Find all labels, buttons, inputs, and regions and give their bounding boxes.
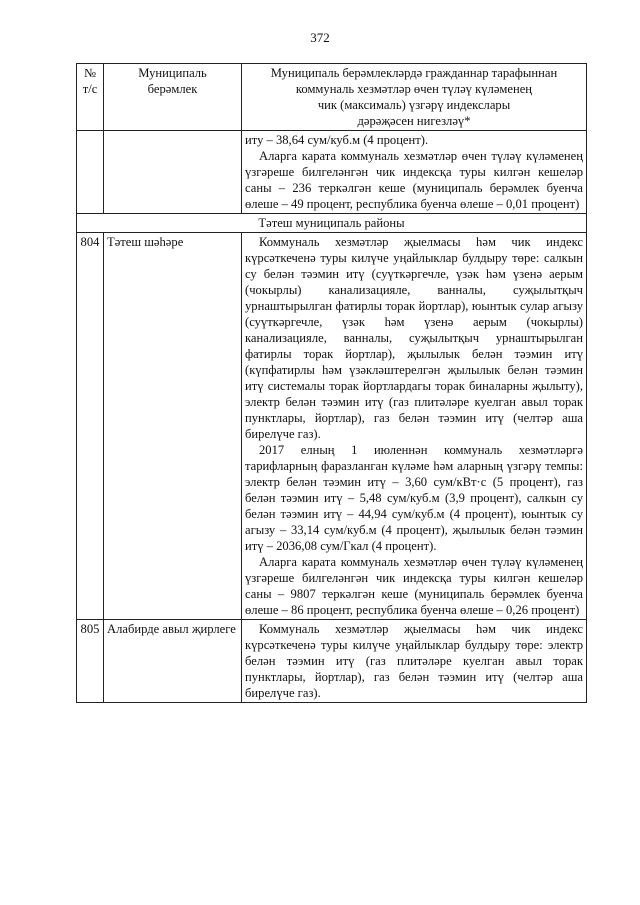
row-text-cell <box>242 233 587 620</box>
header-number-symbol: № <box>83 66 97 80</box>
row-number: 805 <box>77 620 104 703</box>
table-row <box>77 620 587 703</box>
continuation-number-cell <box>77 131 104 214</box>
row-paragraph: Коммуналь хезмәтләр җыелмасы һәм чик индекс күрсәткеченә туры килүче уңайлыклар булдыру төре: салкын су белән тәэмин итү (суүткәргечле, үзәк һәм үзенә аерым (чокырлы) канализацияле, ванналы, суҗылытқыч урнаштырылган фатирлы торак йортлар), юынтык сулар агызу (суүткәргечле, үзәк һәм үзенә аерым (чокырлы) канализацияле, ванналы, суҗылытқыч урнаштырылган фатирлы торак йортлар), җылылык белән тәэмин итү (күпфатирлы һәм үзәкләштерелгән җылылык белән тәэмин итү системалы торак йортлардагы торак биналарны җылыту), электр белән тәэмин итү (газ плитәләре куелган авыл торак пунктлары, йортлар), газ белән тәэмин итү (челтәр аша бирелүче газ). <box>245 235 583 441</box>
row-number: 804 <box>77 233 104 620</box>
continuation-paragraph: Аларга карата коммуналь хезмәтләр өчен түләү күләменең үзгәреше билгеләнгән чик индексқа туры килгән кешеләр саны – 236 теркәлгән кеше (муниципаль берәмлек буенча өлеше – 49 процент, республика буенча өлеше – 0,01 процент) <box>245 149 583 211</box>
header-index-line-4: дәрәҗәсен нигезләү* <box>357 114 471 128</box>
header-municipality-cell <box>104 64 242 131</box>
district-title: Тәтеш муниципаль районы <box>77 214 587 233</box>
row-paragraph: Аларга карата коммуналь хезмәтләр өчен түләү күләменең үзгәреше билгеләнгән чик индексқа туры килгән кешеләр саны – 9807 теркәлгән кеше (муниципаль берәмлек буенча өлеше – 86 процент, республика буенча өлеше – 0,26 процент) <box>245 555 583 617</box>
continuation-paragraph: иту – 38,64 сум/куб.м (4 процент). <box>245 133 429 147</box>
page-number: 372 <box>310 30 330 45</box>
district-row <box>77 214 587 233</box>
row-municipality: Алабирде авыл җирлеге <box>104 620 242 703</box>
header-index-line-1: Муниципаль берәмлекләрдә гражданнар тарафыннан <box>270 66 558 80</box>
row-paragraph: Коммуналь хезмәтләр җыелмасы һәм чик индекс күрсәткеченә туры килүче уңайлыклар булдыру төре: электр белән тәэмин итү (газ плитәләре куелган авыл торак пунктлары, йортлар), газ белән тәэмин итү (челтәр аша бирелүче газ). <box>245 622 583 700</box>
header-municipality-line-2: берәмлек <box>147 82 198 96</box>
header-municipality-line-1: Муниципаль <box>138 66 207 80</box>
index-table <box>76 63 587 703</box>
header-index-line-3: чик (максималь) үзгәрү индекслары <box>317 98 511 112</box>
row-paragraph: 2017 елның 1 июленнән коммуналь хезмәтләргә тарифларның фаразланган күләме һәм аларның үзгәрү темпы: электр белән тәэмин итү – 3,60 сум/кВт·с (5 процент), газ белән тәэмин итү – 5,48 сум/куб.м (3,9 процент), салкын су белән тәэмин итү – 44,94 сум/куб.м (4 процент), юынтык су агызу – 33,14 сум/куб.м (4 процент), җылылык белән тәэмин итү – 2036,08 сум/Гкал (4 процент). <box>245 443 583 553</box>
continuation-text-cell <box>242 131 587 214</box>
header-number-abbr: т/с <box>82 82 98 96</box>
table-row <box>77 233 587 620</box>
header-index-cell <box>242 64 587 131</box>
header-number-cell <box>77 64 104 131</box>
header-index-line-2: коммуналь хезмәтләр өчен түләү күләменең <box>295 82 533 96</box>
row-municipality: Тәтеш шәһәре <box>104 233 242 620</box>
continuation-row <box>77 131 587 214</box>
continuation-municipality-cell <box>104 131 242 214</box>
row-text-cell <box>242 620 587 703</box>
table-header-row <box>77 64 587 131</box>
